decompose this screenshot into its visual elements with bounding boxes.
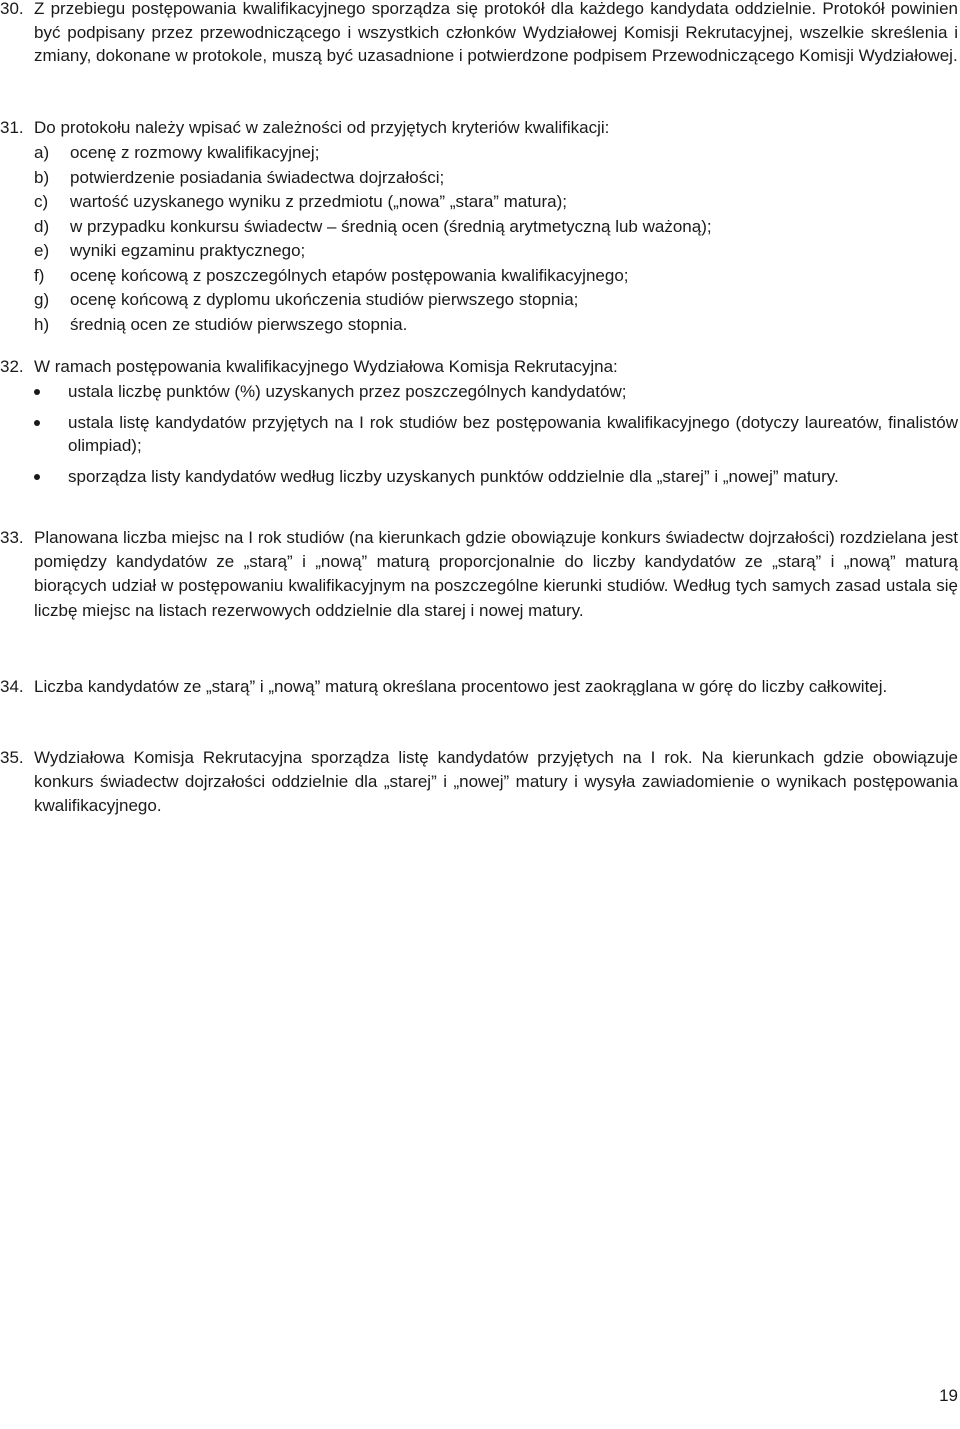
bullet-text: ustala listę kandydatów przyjętych na I rok studiów bez postępowania kwalifikacyjnego (dotyczy laureatów, finalistów olimpiad); xyxy=(68,412,958,455)
paragraph-text: Wydziałowa Komisja Rekrutacyjna sporządza listę kandydatów przyjętych na I rok. Na kierunkach gdzie obowiązuje konkurs świadectw dojrzałości oddzielnie dla „starej” i „nowej” matury i wysyła zawiadomienie o wynikach postępowania kwalifikacyjnego. xyxy=(34,748,958,816)
criteria-list xyxy=(34,141,958,337)
paragraph-number: 34. xyxy=(0,677,24,696)
paragraph-31 xyxy=(0,116,958,140)
item-label: f) xyxy=(34,265,45,285)
bullet-item xyxy=(34,411,958,458)
item-label: d) xyxy=(34,216,50,236)
paragraph-number: 31. xyxy=(0,118,24,137)
paragraph-intro: W ramach postępowania kwalifikacyjnego Wydziałowa Komisja Rekrutacyjna: xyxy=(34,357,618,376)
bullet-icon xyxy=(34,420,40,426)
item-text: wartość uzyskanego wyniku z przedmiotu („nowa” „stara” matura); xyxy=(70,192,567,211)
criteria-item xyxy=(34,239,958,264)
item-text: ocenę z rozmowy kwalifikacyjnej; xyxy=(70,143,320,162)
item-label: b) xyxy=(34,167,50,187)
paragraph-text: Liczba kandydatów ze „starą” i „nową” maturą określana procentowo jest zaokrąglana w górę do liczby całkowitej. xyxy=(34,677,888,696)
paragraph-33 xyxy=(0,526,958,623)
paragraph-30 xyxy=(0,0,958,68)
bullet-list xyxy=(34,380,958,488)
criteria-item xyxy=(34,141,958,166)
bullet-item xyxy=(34,380,958,404)
item-label: g) xyxy=(34,290,50,309)
item-text: wyniki egzaminu praktycznego; xyxy=(70,241,306,260)
bullet-text: sporządza listy kandydatów według liczby uzyskanych punktów oddzielnie dla „starej” i „nowej” matury. xyxy=(68,466,839,486)
bullet-text: ustala liczbę punktów (%) uzyskanych przez poszczególnych kandydatów; xyxy=(68,382,627,401)
paragraph-32 xyxy=(0,355,958,379)
item-text: potwierdzenie posiadania świadectwa dojrzałości; xyxy=(70,167,445,187)
criteria-item xyxy=(34,288,958,313)
paragraph-number: 32. xyxy=(0,357,24,376)
item-label: h) xyxy=(34,314,50,334)
criteria-item xyxy=(34,215,958,240)
paragraph-number: 30. xyxy=(0,0,24,18)
paragraph-number: 35. xyxy=(0,748,24,767)
criteria-item xyxy=(34,264,958,289)
bullet-icon xyxy=(34,389,40,395)
item-label: c) xyxy=(34,192,49,211)
criteria-item xyxy=(34,166,958,191)
item-text: ocenę końcową z poszczególnych etapów postępowania kwalifikacyjnego; xyxy=(70,265,629,285)
item-text: średnią ocen ze studiów pierwszego stopnia. xyxy=(70,314,408,334)
item-text: ocenę końcową z dyplomu ukończenia studiów pierwszego stopnia; xyxy=(70,290,579,309)
item-text: w przypadku konkursu świadectw – średnią ocen (średnią arytmetyczną lub ważoną); xyxy=(70,216,712,236)
item-label: e) xyxy=(34,241,50,260)
page-number: 19 xyxy=(939,1386,958,1405)
item-label: a) xyxy=(34,143,50,162)
bullet-icon xyxy=(34,474,40,480)
paragraph-intro: Do protokołu należy wpisać w zależności od przyjętych kryteriów kwalifikacji: xyxy=(34,118,610,137)
bullet-item xyxy=(34,465,958,489)
paragraph-text: Z przebiegu postępowania kwalifikacyjnego sporządza się protokół dla każdego kandydata oddzielnie. Protokół powinien być podpisany przez przewodniczącego i wszystkich członków Wydziałowej Komisji Rekrutacyjnej, wszelkie skreślenia i zmiany, dokonane w protokole, muszą być uzasadnione i potwierdzone podpisem Przewodniczącego Komisji Wydziałowej. xyxy=(34,0,958,65)
criteria-item xyxy=(34,313,958,338)
paragraph-number: 33. xyxy=(0,528,24,547)
criteria-item xyxy=(34,190,958,215)
paragraph-35 xyxy=(0,746,958,819)
paragraph-text: Planowana liczba miejsc na I rok studiów (na kierunkach gdzie obowiązuje konkurs świadectw dojrzałości) rozdzielana jest pomiędzy kandydatów ze „starą” i „nową” maturą proporcjonalnie do liczby kandydatów ze „starą” i „nową” maturą biorących udział w postępowaniu kwalifikacyjnym na poszczególne kierunki studiów. Według tych samych zasad ustala się liczbę miejsc na listach rezerwowych oddzielnie dla starej i nowej matury. xyxy=(34,528,958,620)
paragraph-34 xyxy=(0,675,958,699)
